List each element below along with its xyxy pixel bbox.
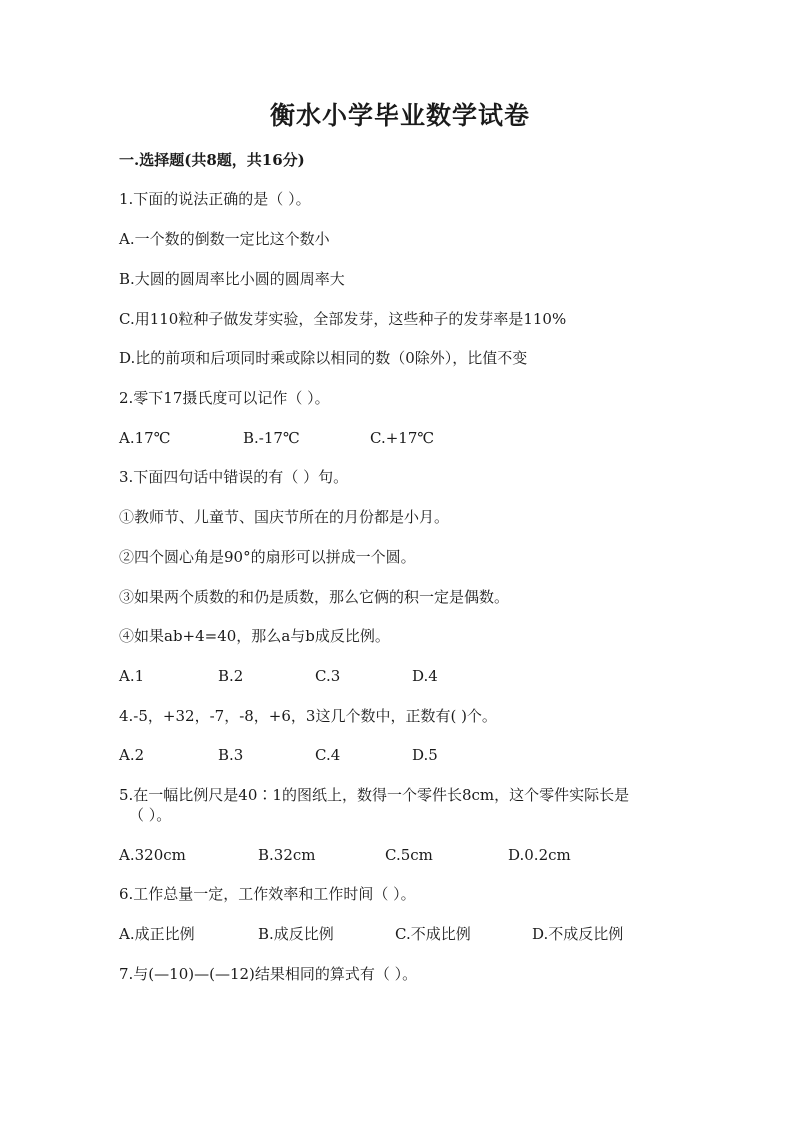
question-2-stem: 2.零下17摄氏度可以记作（ ）。 (119, 389, 330, 407)
question-6-option-a: A.成正比例 (119, 925, 195, 943)
question-4-stem: 4.-5，+32，-7，-8，+6，3这几个数中，正数有( )个。 (119, 707, 497, 725)
question-2-option-a: A.17℃ (119, 429, 171, 447)
question-3-statement-2: ②四个圆心角是90°的扇形可以拼成一个圆。 (119, 548, 416, 566)
question-6-option-c: C.不成比例 (395, 925, 471, 943)
question-6-stem: 6.工作总量一定，工作效率和工作时间（ ）。 (119, 885, 416, 903)
question-3-option-d: D.4 (412, 667, 438, 685)
question-5-option-a: A.320cm (119, 846, 186, 864)
question-3-statement-1: ①教师节、儿童节、国庆节所在的月份都是小月。 (119, 508, 450, 526)
question-5-stem-continued: （ ）。 (129, 806, 172, 824)
question-3-statement-3: ③如果两个质数的和仍是质数，那么它俩的积一定是偶数。 (119, 588, 510, 606)
question-5-option-c: C.5cm (385, 846, 433, 864)
question-7-stem: 7.与(—10)—(—12)结果相同的算式有（ ）。 (119, 965, 418, 983)
question-3-option-b: B.2 (218, 667, 244, 685)
question-3-statement-4: ④如果ab+4=40，那么a与b成反比例。 (119, 627, 390, 645)
question-2-option-b: B.-17℃ (243, 429, 300, 447)
question-5-option-d: D.0.2cm (508, 846, 571, 864)
question-3-option-c: C.3 (315, 667, 341, 685)
question-2-option-c: C.+17℃ (370, 429, 435, 447)
question-3-stem: 3.下面四句话中错误的有（ ）句。 (119, 468, 349, 486)
question-6-option-d: D.不成反比例 (532, 925, 624, 943)
question-4-option-a: A.2 (119, 746, 145, 764)
question-6-option-b: B.成反比例 (258, 925, 334, 943)
question-4-option-d: D.5 (412, 746, 438, 764)
question-5-option-b: B.32cm (258, 846, 316, 864)
question-1-option-b: B.大圆的圆周率比小圆的圆周率大 (119, 270, 345, 288)
question-1-option-c: C.用110粒种子做发芽实验，全部发芽，这些种子的发芽率是110% (119, 310, 567, 328)
question-1-option-a: A.一个数的倒数一定比这个数小 (119, 230, 330, 248)
question-5-stem: 5.在一幅比例尺是40∶1的图纸上，数得一个零件长8cm，这个零件实际长是 (119, 786, 630, 804)
exam-title: 衡水小学毕业数学试卷 (269, 101, 530, 130)
question-1-option-d: D.比的前项和后项同时乘或除以相同的数（0除外），比值不变 (119, 349, 528, 367)
question-4-option-c: C.4 (315, 746, 341, 764)
question-1-stem: 1.下面的说法正确的是（ ）。 (119, 190, 311, 208)
question-3-option-a: A.1 (119, 667, 145, 685)
question-4-option-b: B.3 (218, 746, 244, 764)
section-heading: 一.选择题(共8题，共16分) (119, 151, 305, 169)
